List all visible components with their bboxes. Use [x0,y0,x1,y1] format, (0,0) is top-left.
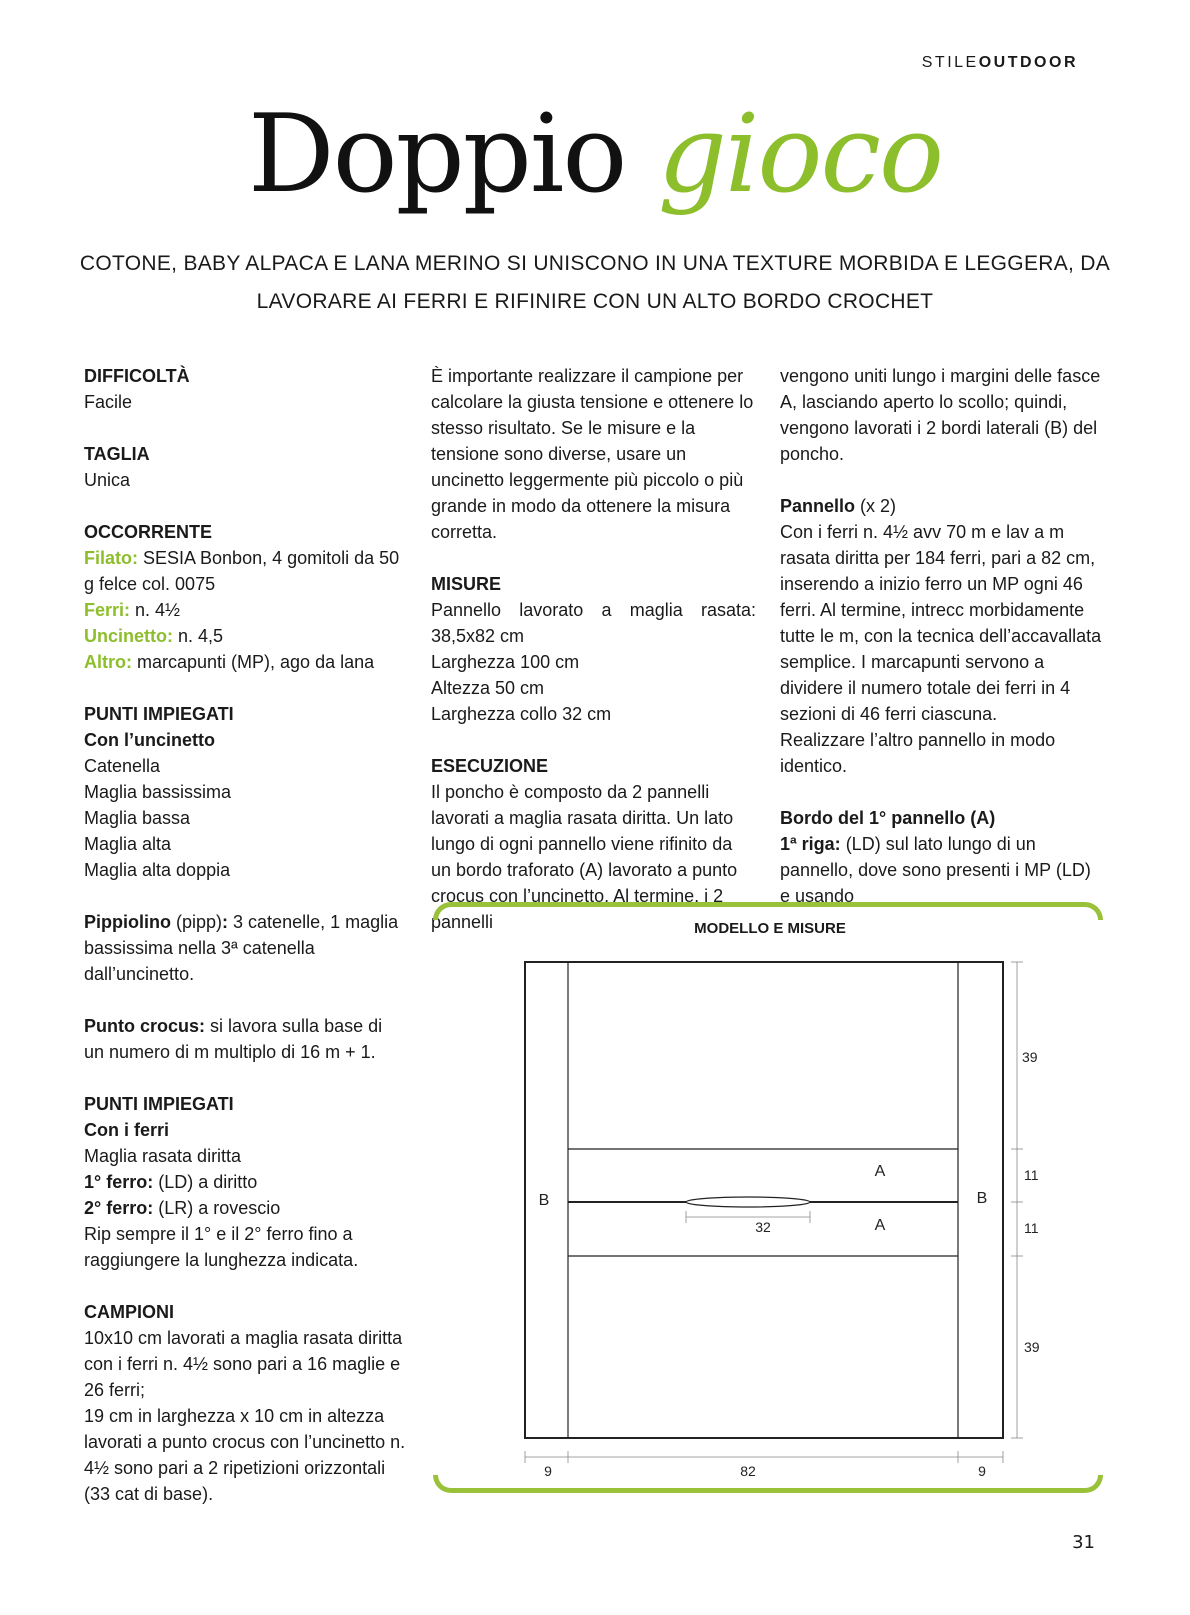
pippiolino-colon: : [222,912,229,932]
pippiolino-label: Pippiolino [84,912,171,932]
riga-label: 1ª riga: [780,834,841,854]
title-main: Doppio [247,92,626,217]
punti-item: Maglia bassissima [84,782,232,802]
dim-right-label: 39 [1022,1049,1038,1065]
punti-item: Maglia alta [84,834,172,854]
campioni-text-2: 19 cm in larghezza x 10 cm in altezza lavorati a punto crocus con l’uncinetto n. 4½ sono pari a 2 ripetizioni orizzontali (33 cat di base). [84,1406,406,1504]
crocus-text: si lavora sulla base di un numero di m multiplo di 16 m + 1. [84,1016,383,1062]
difficolta-heading: DIFFICOLTÀ [84,366,190,386]
dim-bottom-label: 9 [978,1463,986,1479]
subtitle: COTONE, BABY ALPACA E LANA MERINO SI UNISCONO IN UNA TEXTURE MORBIDA E LEGGERA, DA LAVORARE AI FERRI E RIFINIRE CON UN ALTO BORDO CROCHET [79,252,1111,313]
esecuzione-paragraph: Il poncho è composto da 2 pannelli lavorati a maglia rasata diritta. Un lato lungo di ogni pannello viene rifinito da un bordo traforato (A) lavorato a punto crocus con l’uncinetto. Al termine, i 2 pannelli [431,782,738,932]
filato-value: SESIA Bonbon, 4 gomitoli da 50 g felce col. 0075 [84,548,400,594]
punti-ferri-sub: Con i ferri [84,1120,170,1140]
dim-bottom-label: 82 [740,1463,756,1479]
label-b-right: B [976,1190,988,1207]
diagram-title: MODELLO E MISURE [694,920,846,937]
misure-item: Pannello lavorato a maglia rasata: 38,5x82 cm [431,600,756,646]
label-a-bottom: A [874,1217,886,1234]
pannello-paragraph: Con i ferri n. 4½ avv 70 m e lav a m rasata diritta per 184 ferri, pari a 82 cm, inserendo a inizio ferro un MP ogni 46 ferri. Al termine, intrecc morbidamente tutte le m, con la tecnica dell’accavallata semplice. I marcapunti servono a dividere il numero totale dei ferri in 4 sezioni di 46 ferri ciascuna. [780,522,1102,724]
uncinetto-label: Uncinetto: [84,626,173,646]
pannello-label: Pannello [780,496,856,516]
punti-uncinetto-sub: Con l’uncinetto [84,730,215,750]
label-a-top: A [874,1163,886,1180]
crocus-label: Punto crocus: [84,1016,206,1036]
label-b-left: B [538,1192,550,1209]
dim-right-label: 39 [1024,1339,1040,1355]
misure-item: Altezza 50 cm [431,678,545,698]
ferri-value: n. 4½ [130,600,181,620]
title-accent: gioco [657,92,942,217]
esecuzione-heading: ESECUZIONE [431,756,549,776]
ferro1-value: (LD) a diritto [153,1172,258,1192]
ferro1-label: 1° ferro: [84,1172,154,1192]
altro-label: Altro: [84,652,132,672]
pannello-count: (x 2) [855,496,897,516]
occorrente-heading: OCCORRENTE [84,522,213,542]
misure-item: Larghezza 100 cm [431,652,580,672]
page-number: 31 [1072,1532,1095,1553]
misure-item: Larghezza collo 32 cm [431,704,612,724]
rasata-line: Maglia rasata diritta [84,1146,242,1166]
neck-dimension-label: 32 [755,1219,771,1235]
pippiolino-text: 3 catenelle, 1 maglia bassissima nella 3ª catenella dall’uncinetto. [84,912,399,984]
punti-impiegati-heading-2: PUNTI IMPIEGATI [84,1094,234,1114]
punti-item: Maglia alta doppia [84,860,231,880]
bordo-heading: Bordo del 1° pannello (A) [780,808,996,828]
altro-pannello-paragraph: Realizzare l’altro pannello in modo identico. [780,730,1056,776]
punti-item: Catenella [84,756,161,776]
uncinetto-value: n. 4,5 [173,626,224,646]
ferro2-value: (LR) a rovescio [153,1198,281,1218]
section-tag-light: STILE [921,54,979,71]
riga-text: (LD) sul lato lungo di un pannello, dove sono presenti i MP (LD) e usando [780,834,1091,906]
difficolta-value: Facile [84,392,133,412]
taglia-value: Unica [84,470,131,490]
campioni-heading: CAMPIONI [84,1302,174,1322]
section-tag-bold: OUTDOOR [978,54,1078,71]
altro-value: marcapunti (MP), ago da lana [132,652,375,672]
campioni-text-1: 10x10 cm lavorati a maglia rasata diritta con i ferri n. 4½ sono pari a 16 maglie e 26 ferri; [84,1328,403,1400]
misure-heading: MISURE [431,574,502,594]
pippiolino-abbr: (pipp) [171,912,223,932]
rip-line: Rip sempre il 1° e il 2° ferro fino a raggiungere la lunghezza indicata. [84,1224,359,1270]
intro-paragraph: È importante realizzare il campione per calcolare la giusta tensione e ottenere lo stesso risultato. Se le misure e la tensione sono diverse, usare un uncinetto leggermente più piccolo o più grande in modo da ottenere la misura corretta. [431,366,754,542]
dim-right-label: 11 [1024,1167,1039,1183]
ferri-label: Ferri: [84,600,131,620]
dim-bottom-label: 9 [544,1463,552,1479]
dim-right-label: 11 [1024,1220,1039,1236]
filato-label: Filato: [84,548,138,568]
punti-impiegati-heading: PUNTI IMPIEGATI [84,704,234,724]
continuation-paragraph: vengono uniti lungo i margini delle fasce A, lasciando aperto lo scollo; quindi, vengono lavorati i 2 bordi laterali (B) del poncho. [780,366,1101,464]
taglia-heading: TAGLIA [84,444,150,464]
punti-item: Maglia bassa [84,808,191,828]
ferro2-label: 2° ferro: [84,1198,154,1218]
neck-opening [686,1197,810,1207]
